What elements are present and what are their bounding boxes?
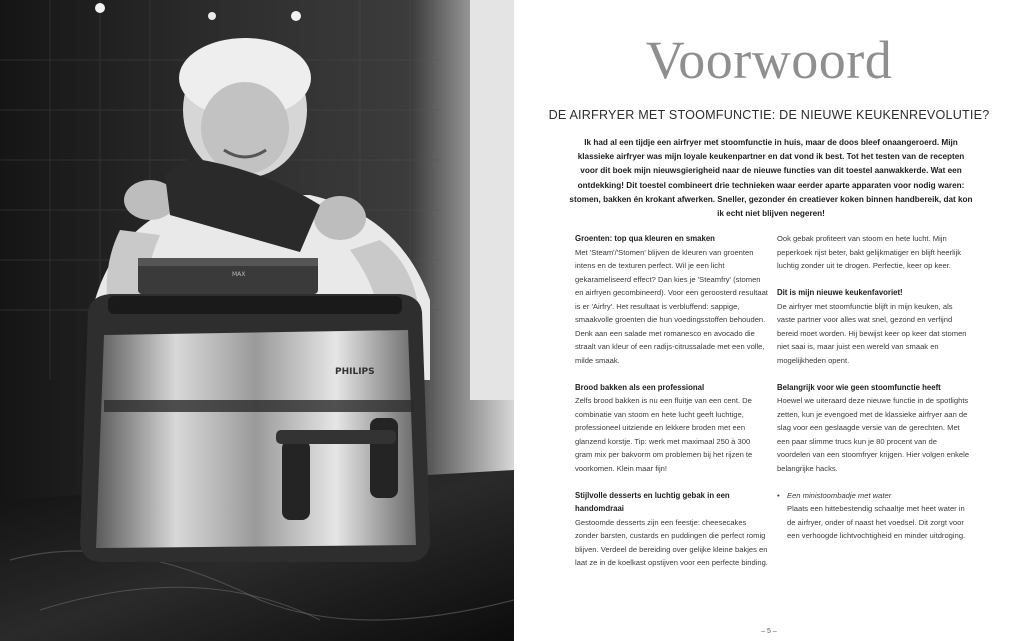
section-heading: Dit is mijn nieuwe keukenfavoriet! — [777, 288, 903, 297]
section-body: De airfryer met stoomfunctie blijft in mijn keuken, als vaste partner voor alles wat snel, gezond en verfijnd bereid moet worden. Hij bewijst keer op keer dat stomen niet saai is, maar juist een wereld van smaak en mogelijkheden opent. — [777, 301, 967, 365]
section-heading: Brood bakken als een professional — [575, 382, 705, 392]
section-body: Met 'Steam'/'Stomen' blijven de kleuren van groenten intens en de texturen perfect. Wil je een licht gekarameliseerd effect? Dan kies je 'Steamfry' (stomen en airfryen gecombineerd). Voor een geroosterd resultaat is er 'Airfry'. Het resultaat is verbluffend: sappige, smaakvolle groenten die hun voedingsstoffen behouden. Denk aan een salade met romanesco en avocado die straalt van kleur of een radijs-citrussalade met een volle, milde smaak. — [575, 247, 768, 365]
left-column — [575, 232, 769, 583]
section-body: Gestoomde desserts zijn een feestje: cheesecakes zonder barsten, custards en puddingen die perfect romig blijven. Verdeel de bereiding over gelijke kleine bakjes en laat ze in de koelkast opstijven voor een perfecte binding. — [575, 517, 768, 567]
hack-bullet — [777, 489, 971, 543]
text-page — [514, 0, 1024, 641]
section-heading: Groenten: top qua kleuren en smaken — [575, 234, 715, 243]
airfryer-brand-logo: PHILIPS — [335, 367, 375, 377]
lid-max-label: MAX — [232, 271, 246, 278]
section-heading: Belangrijk voor wie geen stoomfunctie heeft — [777, 382, 941, 392]
intro-paragraph: Ik had al een tijdje een airfryer met stoomfunctie in huis, maar de doos bleef onaangeroerd. Mijn klassieke airfryer was mijn loyale keukenpartner en dat vond ik best. Tot het testen van de recepten voor dit boek mijn nieuwsgierigheid naar de nieuwe functies van dit toestel aanwakkerde. Wat een ontdekking! Dit toestel combineert drie technieken waar eerder aparte apparaten voor nodig waren: stomen, bakken én krokant afwerken. Sneller, gezonder én creatiever koken binnen handbereik, dat kon ik echt niet blijven negeren! — [569, 138, 973, 219]
page-subtitle: DE AIRFRYER MET STOOMFUNCTIE: DE NIEUWE KEUKENREVOLUTIE? — [548, 108, 990, 122]
page-title: Voorwoord — [645, 30, 893, 90]
bullet-marker: • — [777, 490, 780, 500]
right-column — [777, 232, 971, 543]
section-heading: Stijlvolle desserts en luchtig gebak in een handomdraai — [575, 490, 730, 513]
page-number: – 5 – — [761, 628, 777, 635]
section-body: Zelfs brood bakken is nu een fluitje van een cent. De combinatie van stoom en hete lucht geeft luchtige, professioneel uitziende en lekkere broden met een glanzend korstje. Tip: werk met maximaal 250 à 300 gram mix per bakvorm om problemen bij het rijzen te voorkomen. Klein maar fijn! — [575, 396, 753, 473]
section-body: Hoewel we uiteraard deze nieuwe functie in de spotlights zetten, kun je evengoed met de klassieke airfryer aan de slag voor een geslaagde versie van de gerechten. Met een paar slimme trucs kun je 80 procent van de voordelen van een stoomfryer krijgen. Hier volgen enkele belangrijke hacks. — [777, 396, 970, 473]
section-body: Ook gebak profiteert van stoom en hete lucht. Mijn peperkoek rijst beter, bakt gelijkmatiger en blijft heerlijk luchtig zonder uit te drogen. Perfectie, keer op keer. — [777, 234, 962, 270]
bullet-body: Plaats een hittebestendig schaaltje met heet water in de airfryer, onder of naast het voedsel. Dit zorgt voor een verhoogde lichtvochtigheid en minder uitdroging. — [787, 504, 966, 540]
bullet-lead: Een ministoombadje met water — [787, 490, 892, 500]
